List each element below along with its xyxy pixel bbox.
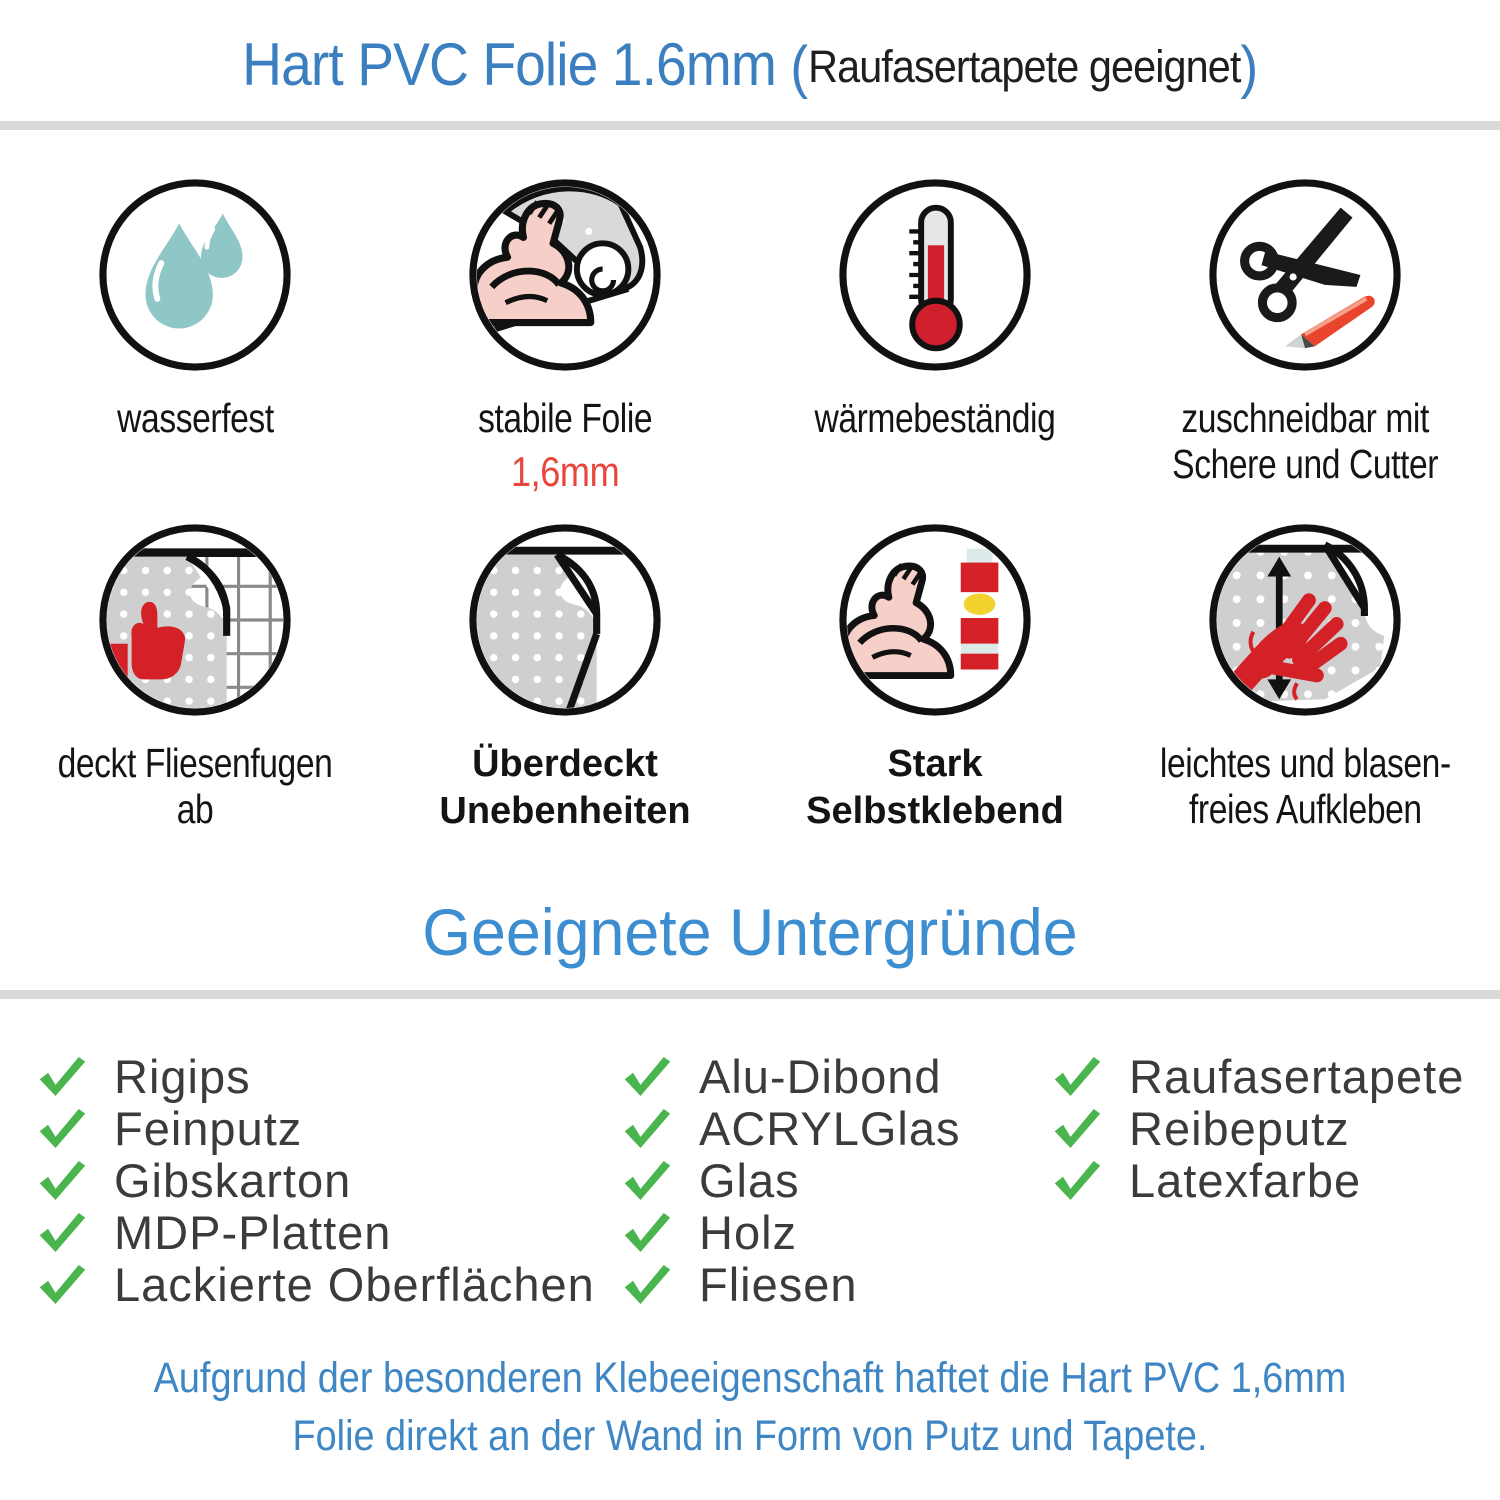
feature-caption: Überdeckt Unebenheiten (439, 742, 691, 833)
thickness-value: 1,6mm (510, 447, 620, 495)
footer-note: Aufgrund der besonderen Klebeeigenschaft haftet die Hart PVC 1,6mm Folie direkt an der Wand in Form von Putz und Tapete. (153, 1353, 1347, 1460)
check-icon (621, 1210, 673, 1255)
check-icon (36, 1106, 88, 1151)
check-icon (621, 1054, 673, 1099)
list-item: Glas (621, 1155, 1051, 1207)
feature-caption: zuschneidbar mit Schere und Cutter (1172, 395, 1438, 487)
feature-fliesenfugen (10, 521, 380, 836)
muscle-glue-icon (836, 521, 1034, 719)
title-paren-text: Raufasertapete geeignet (807, 41, 1241, 92)
section-title: Geeignete Untergründe (422, 894, 1078, 969)
feature-aufkleben (1120, 521, 1490, 836)
tiles-thumb-icon (96, 521, 294, 719)
list-item: Lackierte Oberflächen (36, 1259, 621, 1311)
list-item: Alu-Dibond (621, 1051, 1051, 1103)
check-icon (1051, 1158, 1103, 1203)
check-icon (621, 1106, 673, 1151)
surfaces-column-2 (621, 1051, 1051, 1311)
list-item: ACRYLGlas (621, 1103, 1051, 1155)
check-icon (36, 1158, 88, 1203)
list-item: Feinputz (36, 1103, 621, 1155)
feature-unebenheiten (380, 521, 750, 836)
divider (0, 990, 1500, 999)
surfaces-column-1 (36, 1051, 621, 1311)
check-icon (36, 1210, 88, 1255)
water-drops-icon (96, 176, 294, 374)
list-item: Raufasertapete (1051, 1051, 1464, 1103)
hand-smooth-icon (1206, 521, 1404, 719)
feature-caption: wasserfest (116, 395, 274, 441)
page-title (0, 0, 1500, 101)
title-main: Hart PVC Folie 1.6mm (241, 31, 791, 98)
feature-caption: stabile Folie 1,6mm (459, 396, 671, 495)
feature-caption: wärmebeständig (814, 395, 1056, 441)
feature-waermebestaendig (750, 176, 1120, 495)
list-item: Holz (621, 1207, 1051, 1259)
title-paren-open: ( (790, 35, 808, 100)
list-item: Latexfarbe (1051, 1155, 1464, 1207)
divider (0, 121, 1500, 130)
foil-corner-icon (466, 521, 664, 719)
check-icon (1051, 1106, 1103, 1151)
feature-caption: deckt Fliesenfugen ab (57, 739, 333, 832)
feature-selbstklebend (750, 521, 1120, 836)
list-item: Fliesen (621, 1259, 1051, 1311)
feature-wasserfest (10, 176, 380, 495)
check-icon (1051, 1054, 1103, 1099)
list-item: Gibskarton (36, 1155, 621, 1207)
muscle-foil-icon (466, 176, 664, 374)
feature-stabile-folie (380, 176, 750, 495)
check-icon (36, 1054, 88, 1099)
list-item: MDP-Platten (36, 1207, 621, 1259)
list-item: Rigips (36, 1051, 621, 1103)
surfaces-lists (36, 1051, 1500, 1311)
check-icon (621, 1262, 673, 1307)
surfaces-column-3 (1051, 1051, 1464, 1207)
check-icon (36, 1262, 88, 1307)
thermometer-icon (836, 176, 1034, 374)
scissors-cutter-icon (1206, 176, 1404, 374)
feature-caption: leichtes und blasen- freies Aufkleben (1159, 739, 1451, 832)
feature-zuschneidbar (1120, 176, 1490, 495)
feature-caption: Stark Selbstklebend (806, 742, 1064, 833)
feature-grid (10, 176, 1490, 836)
check-icon (621, 1158, 673, 1203)
list-item: Reibeputz (1051, 1103, 1464, 1155)
title-paren-close: ) (1240, 35, 1258, 100)
